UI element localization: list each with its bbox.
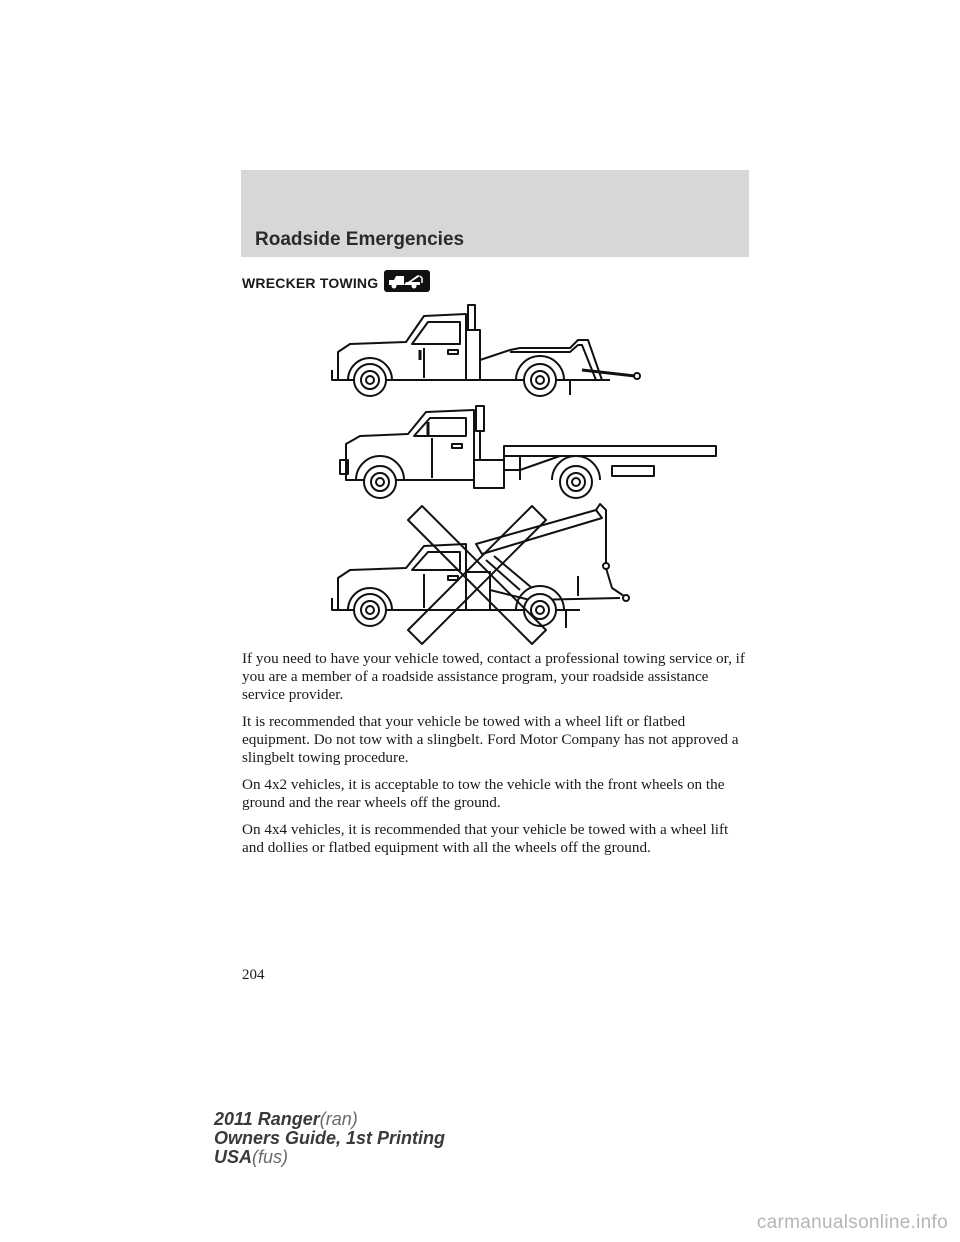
heading-text: WRECKER TOWING [242, 274, 379, 291]
paragraph-towing-service: If you need to have your vehicle towed, contact a professional towing service or, if you are a member of a roadside assistance program, your roadside assistance service provider. [242, 650, 745, 703]
section-title: Roadside Emergencies [255, 229, 465, 250]
page-number: 204 [242, 967, 265, 983]
footer-model-code: (ran) [319, 1109, 358, 1129]
footer-model: 2011 Ranger [214, 1109, 320, 1129]
section-header-band [241, 170, 749, 257]
document-footer [214, 1110, 445, 1167]
flatbed-tow-truck [320, 400, 720, 505]
slingbelt-tow-truck-crossed-out [320, 500, 650, 650]
paragraph-4x4-towing: On 4x4 vehicles, it is recommended that your vehicle be towed with a wheel lift and dollies or flatbed equipment with all the wheels off the ground. [242, 821, 729, 856]
watermark: carmanualsonline.info [756, 1212, 948, 1233]
footer-line-model [214, 1110, 445, 1129]
footer-line-guide [214, 1129, 445, 1148]
footer-line-market [214, 1148, 445, 1167]
paragraph-4x2-towing: On 4x2 vehicles, it is acceptable to tow the vehicle with the front wheels on the ground and the rear wheels off the ground. [242, 776, 725, 811]
footer-market: USA [214, 1147, 253, 1167]
towing-instructions [242, 650, 752, 866]
tow-truck-icon [384, 270, 430, 295]
footer-guide: Owners Guide, 1st Printing [214, 1128, 446, 1148]
wrecker-towing-heading [242, 270, 430, 295]
paragraph-wheel-lift-recommendation: It is recommended that your vehicle be towed with a wheel lift or flatbed equipment. Do not tow with a slingbelt. Ford Motor Company has not approved a slingbelt towing procedure. [242, 713, 739, 766]
footer-market-code: (fus) [252, 1147, 289, 1167]
wheel-lift-tow-truck [320, 300, 650, 405]
